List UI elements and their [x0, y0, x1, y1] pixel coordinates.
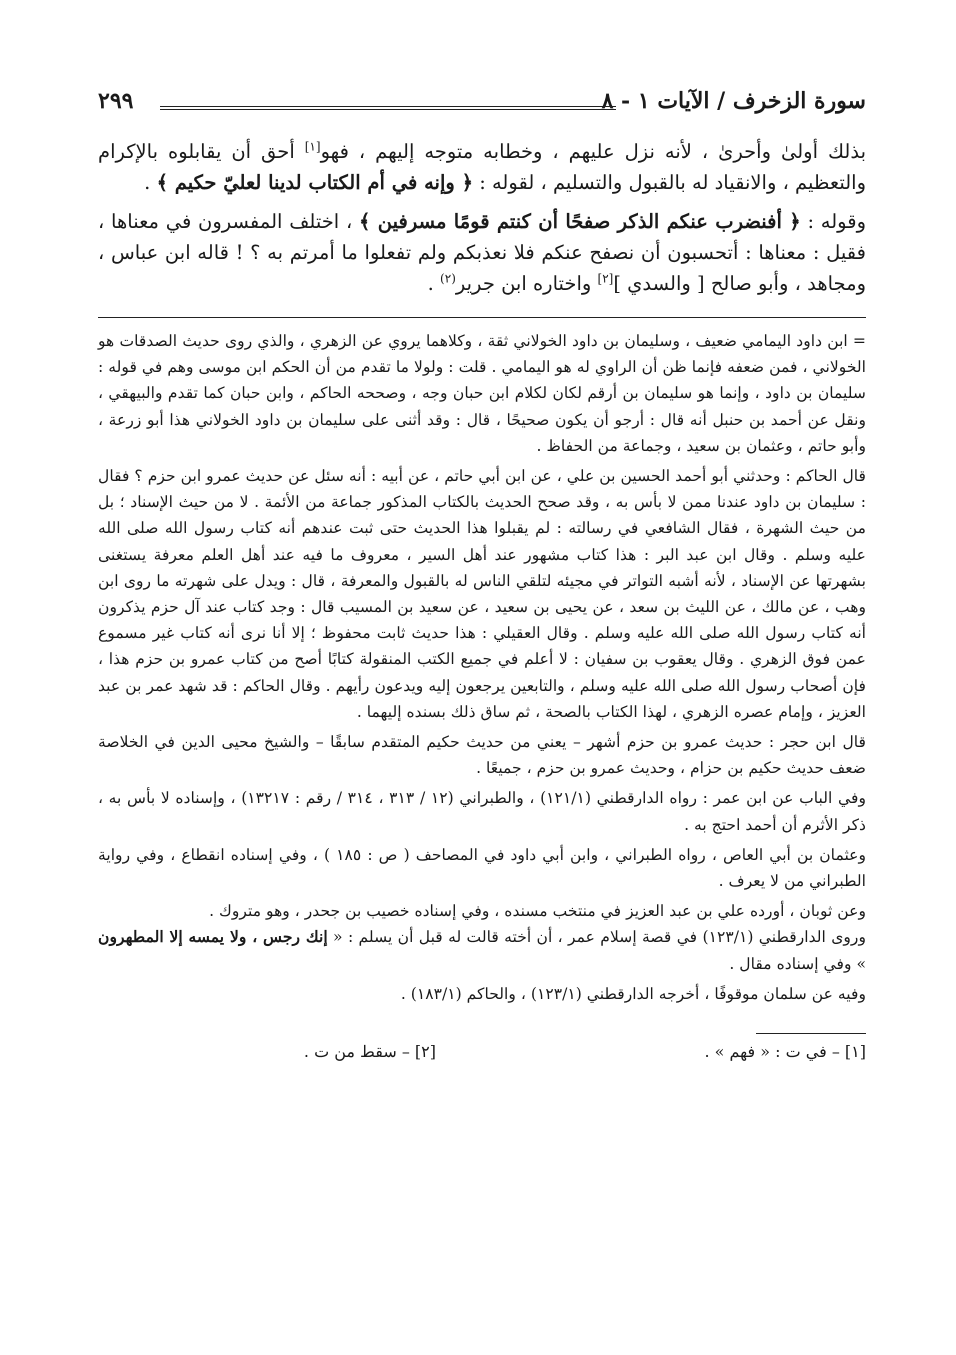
- footnote-ref-2: [٢]: [597, 271, 614, 286]
- page-number: ٢٩٩: [98, 88, 134, 114]
- text: بذلك أولىٰ وأحرىٰ ، لأنه نزل عليهم ، وخطابه متوجه إليهم ، فهو: [320, 140, 866, 163]
- text: وقوله :: [800, 210, 866, 233]
- paragraph-2: [98, 206, 866, 299]
- text: .: [144, 171, 157, 194]
- quran-verse: ﴿ أفنضرب عنكم الذكر صفحًا أن كنتم قومًا مسرفين ﴾: [359, 210, 801, 233]
- note-paragraph: وعثمان بن أبي العاص ، رواه الطبراني ، وابن أبي داود في المصاحف ( ص : ١٨٥ ) ، وفي إسناده انقطاع ، وفي رواية الطبراني من لا يعرف .: [98, 845, 866, 891]
- note-paragraph: وفي الباب عن ابن عمر : رواه الدارقطني (١٢١/١) ، والطبراني (١٢ / ٣١٣ ، ٣١٤ / رقم : ١٣٢١٧) ، وإسناده لا بأس به ، ذكر الأثرم أن أحمد احتج به .: [98, 789, 866, 834]
- note-paragraph: قال ابن حجر : حديث عمرو بن حزم أشهر – يعني من حديث حكيم المتقدم سابقًا – والشيخ محيى الدين في الخلاصة ضعف حديث حكيم بن حزام ، وحديث عمرو بن حزم ، جميعًا .: [98, 733, 866, 778]
- quran-verse: إنك رجس ، ولا يمسه إلا المطهرون: [98, 927, 328, 947]
- commentary-notes: [98, 328, 866, 1007]
- text: .: [427, 272, 441, 295]
- running-title: سورة الزخرف / الآيات ١ - ٨: [601, 88, 866, 114]
- text: وعن ثوبان ، أورده علي بن عبد العزيز في منتخب مسنده ، وفي إسناده خصيب بن جحدر ، وهو متروك .: [209, 902, 866, 921]
- note-paragraph: [98, 898, 866, 977]
- footnotes: [98, 1042, 866, 1070]
- page-header: [98, 84, 866, 124]
- text: ، اختلف المفسرون في معناها ، فقيل : معناها : أتحسبون أن نصفح عنكم فلا نعذبكم ولم تفعلوا ما أمرتم به ؟ ! قاله ابن عباس ، ومجاهد ، وأبو صالح [ والسدي ]: [98, 210, 866, 295]
- main-text: [98, 136, 866, 299]
- footnote-1: [١] – في ت : « فهم » .: [704, 1042, 866, 1062]
- header-rule: [160, 106, 616, 112]
- footnote-ref-1: [١]: [304, 139, 321, 154]
- footnote-ref-3: (٢): [440, 271, 456, 286]
- text: واختاره ابن جرير: [455, 272, 598, 295]
- book-page: [98, 84, 866, 1315]
- text: أحق أن يقابلوه بالإكرام والتعظيم ، والانقياد له بالقبول والتسليم ، لقوله :: [98, 140, 866, 194]
- note-paragraph: وفيه عن سلمان موقوفًا ، أخرجه الدارقطني (١٢٣/١) ، والحاكم (١٨٣/١) .: [400, 984, 866, 1003]
- quran-verse: ﴿ وإنه في أم الكتاب لدينا لعليّ حكيم ﴾: [156, 171, 474, 194]
- footnote-separator: [756, 1033, 866, 1034]
- notes-separator: [98, 317, 866, 318]
- footnote-2: [٢] – سقط من ت .: [303, 1042, 436, 1062]
- text: » وفي إسناده مقال .: [729, 954, 866, 973]
- text: وروى الدارقطني (١٢٣/١) في قصة إسلام عمر ، أن أخته قالت له قبل أن يسلم : «: [327, 928, 866, 947]
- paragraph-1: [98, 136, 866, 198]
- note-paragraph: = ابن داود اليمامي ضعيف ، وسليمان بن داود الخولاني ثقة ، وكلاهما يروي عن الزهري ، والذي روى حديث الصدقات هو الخولاني ، فمن ضعفه فإنما ظن أن الراوي له هو اليمامي . قلت : ولولا ما تقدم من أن الحكم ابن موسى وهم في قوله : سليمان بن داود ، وإنما هو سليمان بن أرقم لكان لكلام ابن حبان وجه ، وصححه الحاكم ، وابن حبان كما تقدم والبيهقي ، ونقل عن أحمد بن حنبل أنه قال : أرجو أن يكون صحيحًا ، قال : وقد أثنى على سليمان بن داود الخولاني هذا أبو زرعة ، وأبو حاتم ، وعثمان بن سعيد ، وجماعة من الحفاظ .: [98, 332, 866, 455]
- note-paragraph: قال الحاكم : وحدثني أبو أحمد الحسين بن علي ، عن ابن أبي حاتم ، عن أبيه : أنه سئل عن حديث عمرو ابن حزم ؟ فقال : سليمان بن داود عندنا ممن لا بأس به ، وقد صحح الحديث بالكتاب المذكور جماعة من الأئمة . لا من حيث الإسناد ؛ بل من حيث الشهرة ، فقال الشافعي في رسالته : لم يقبلوا هذا الحديث حتى ثبت عندهم أنه كتاب رسول الله صلى الله عليه وسلم . وقال ابن عبد البر : هذا كتاب مشهور عند أهل السير ، معروف ما فيه عند أهل العلم معرفة يستغنى بشهرتها عن الإسناد ، لأنه أشبه التواتر في مجيئه لتلقي الناس له بالقبول والمعرفة ، قال : ويدل على شهرته ما روى ابن وهب ، عن مالك ، عن الليث بن سعد ، عن يحيى بن سعيد ، عن سعيد بن المسيب قال : وجد كتاب عند آل حزم يذكرون أنه كتاب رسول الله صلى الله عليه وسلم . وقال العقيلي : هذا حديث ثابت محفوظ ؛ إلا أنا نرى أنه كتاب غير مسموع عمن فوق الزهري . وقال يعقوب بن سفيان : لا أعلم في جميع الكتب المنقولة كتابًا أصح من كتاب عمرو بن حزم هذا ، فإن أصحاب رسول الله صلى الله عليه وسلم ، والتابعين يرجعون إليه ويدعون رأيهم . وقال الحاكم : قد شهد عمر بن عبد العزيز ، وإمام عصره الزهري ، لهذا الكتاب بالصحة ، ثم ساق ذلك بسنده إليهما .: [98, 467, 866, 721]
